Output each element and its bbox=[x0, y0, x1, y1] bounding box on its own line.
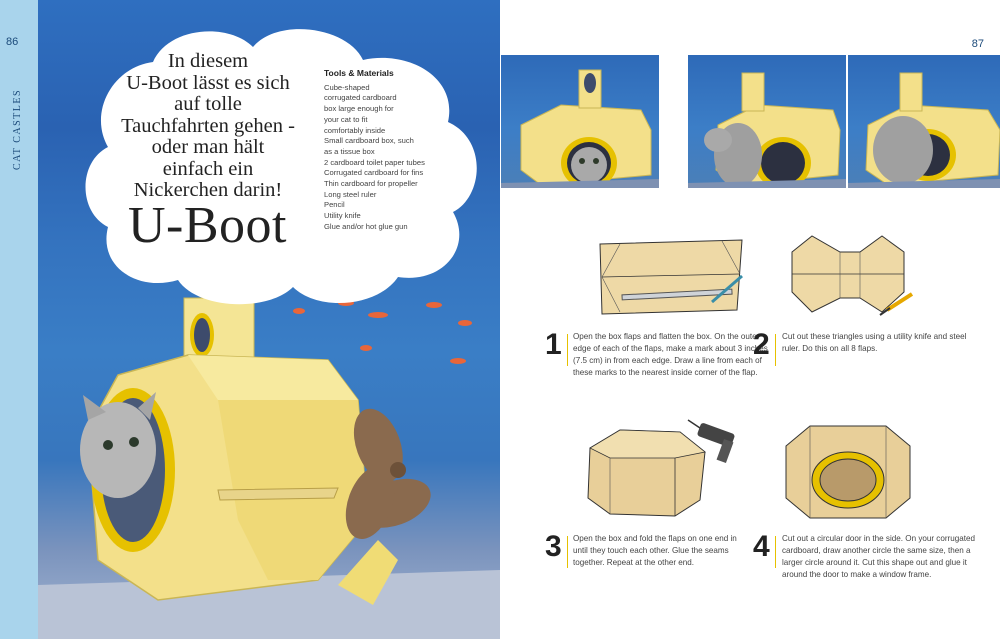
step-number: 3 bbox=[545, 530, 562, 563]
step-number: 2 bbox=[753, 328, 770, 361]
headline-line: einfach ein bbox=[162, 157, 254, 180]
step-number: 4 bbox=[753, 530, 770, 563]
right-page bbox=[500, 0, 1000, 639]
photo-cat-peeking bbox=[501, 55, 659, 188]
project-title: U-Boot bbox=[128, 197, 287, 254]
tools-item: Small cardboard box, such bbox=[324, 136, 414, 146]
tools-item: Pencil bbox=[324, 200, 345, 210]
step-divider bbox=[567, 536, 568, 568]
tools-item: Utility knife bbox=[324, 211, 361, 221]
step-number: 1 bbox=[545, 328, 562, 361]
headline-line: Nickerchen darin! bbox=[133, 179, 283, 201]
tools-item: as a tissue box bbox=[324, 146, 375, 156]
tools-item: corrugated cardboard bbox=[324, 93, 397, 103]
tools-item: box large enough for bbox=[324, 104, 394, 114]
tools-item: Thin cardboard for propeller bbox=[324, 179, 418, 189]
section-label: CAT CASTLES bbox=[12, 88, 23, 170]
step-divider bbox=[775, 536, 776, 568]
tools-item: 2 cardboard toilet paper tubes bbox=[324, 157, 425, 167]
headline-line: auf tolle bbox=[174, 93, 242, 115]
headline-line: oder man hält bbox=[151, 136, 265, 158]
page-number-left: 86 bbox=[6, 36, 19, 48]
step-text: Open the box flaps and flatten the box. On the outer edge of each of the flaps, make a mark about 3 inches (7.5 cm) in from each edge. Draw a line from each of these marks to the nearest inside corner of the flap. bbox=[573, 332, 768, 377]
tools-item: Corrugated cardboard for fins bbox=[324, 168, 424, 178]
step-text: Cut out these triangles using a utility knife and steel ruler. Do this on all 8 flaps. bbox=[782, 332, 967, 353]
step-text: Cut out a circular door in the side. On your corrugated cardboard, draw another circle the same size, then a larger circle around it. Cut this shape out and glue it around the door to make a window frame. bbox=[782, 534, 976, 579]
tools-item: Glue and/or hot glue gun bbox=[324, 221, 408, 231]
step-divider bbox=[567, 334, 568, 366]
photo-cat-exiting bbox=[848, 55, 1000, 188]
tools-heading: Tools & Materials bbox=[324, 68, 394, 78]
tools-item: comfortably inside bbox=[324, 125, 386, 135]
headline-line: U-Boot lässt es sich bbox=[126, 71, 290, 94]
step1-illustration bbox=[592, 232, 750, 322]
photo-cat-climbing bbox=[688, 55, 846, 188]
tools-item: Long steel ruler bbox=[324, 189, 377, 199]
step3-illustration bbox=[580, 418, 740, 523]
tools-and-materials bbox=[324, 68, 444, 233]
step4-illustration bbox=[774, 418, 924, 523]
headline-german bbox=[96, 51, 320, 202]
headline-line: Tauchfahrten gehen - bbox=[121, 114, 295, 137]
step-text: Open the box and fold the flaps on one end in until they touch each other. Glue the seams together. Repeat at the other end. bbox=[573, 534, 737, 567]
headline-line: In diesem bbox=[167, 50, 249, 72]
step2-illustration bbox=[782, 232, 922, 322]
tools-item: your cat to fit bbox=[324, 114, 368, 124]
tools-item: Cube-shaped bbox=[324, 82, 370, 92]
page-number-right: 87 bbox=[971, 38, 984, 50]
step-divider bbox=[775, 334, 776, 366]
tools-list bbox=[324, 83, 444, 233]
